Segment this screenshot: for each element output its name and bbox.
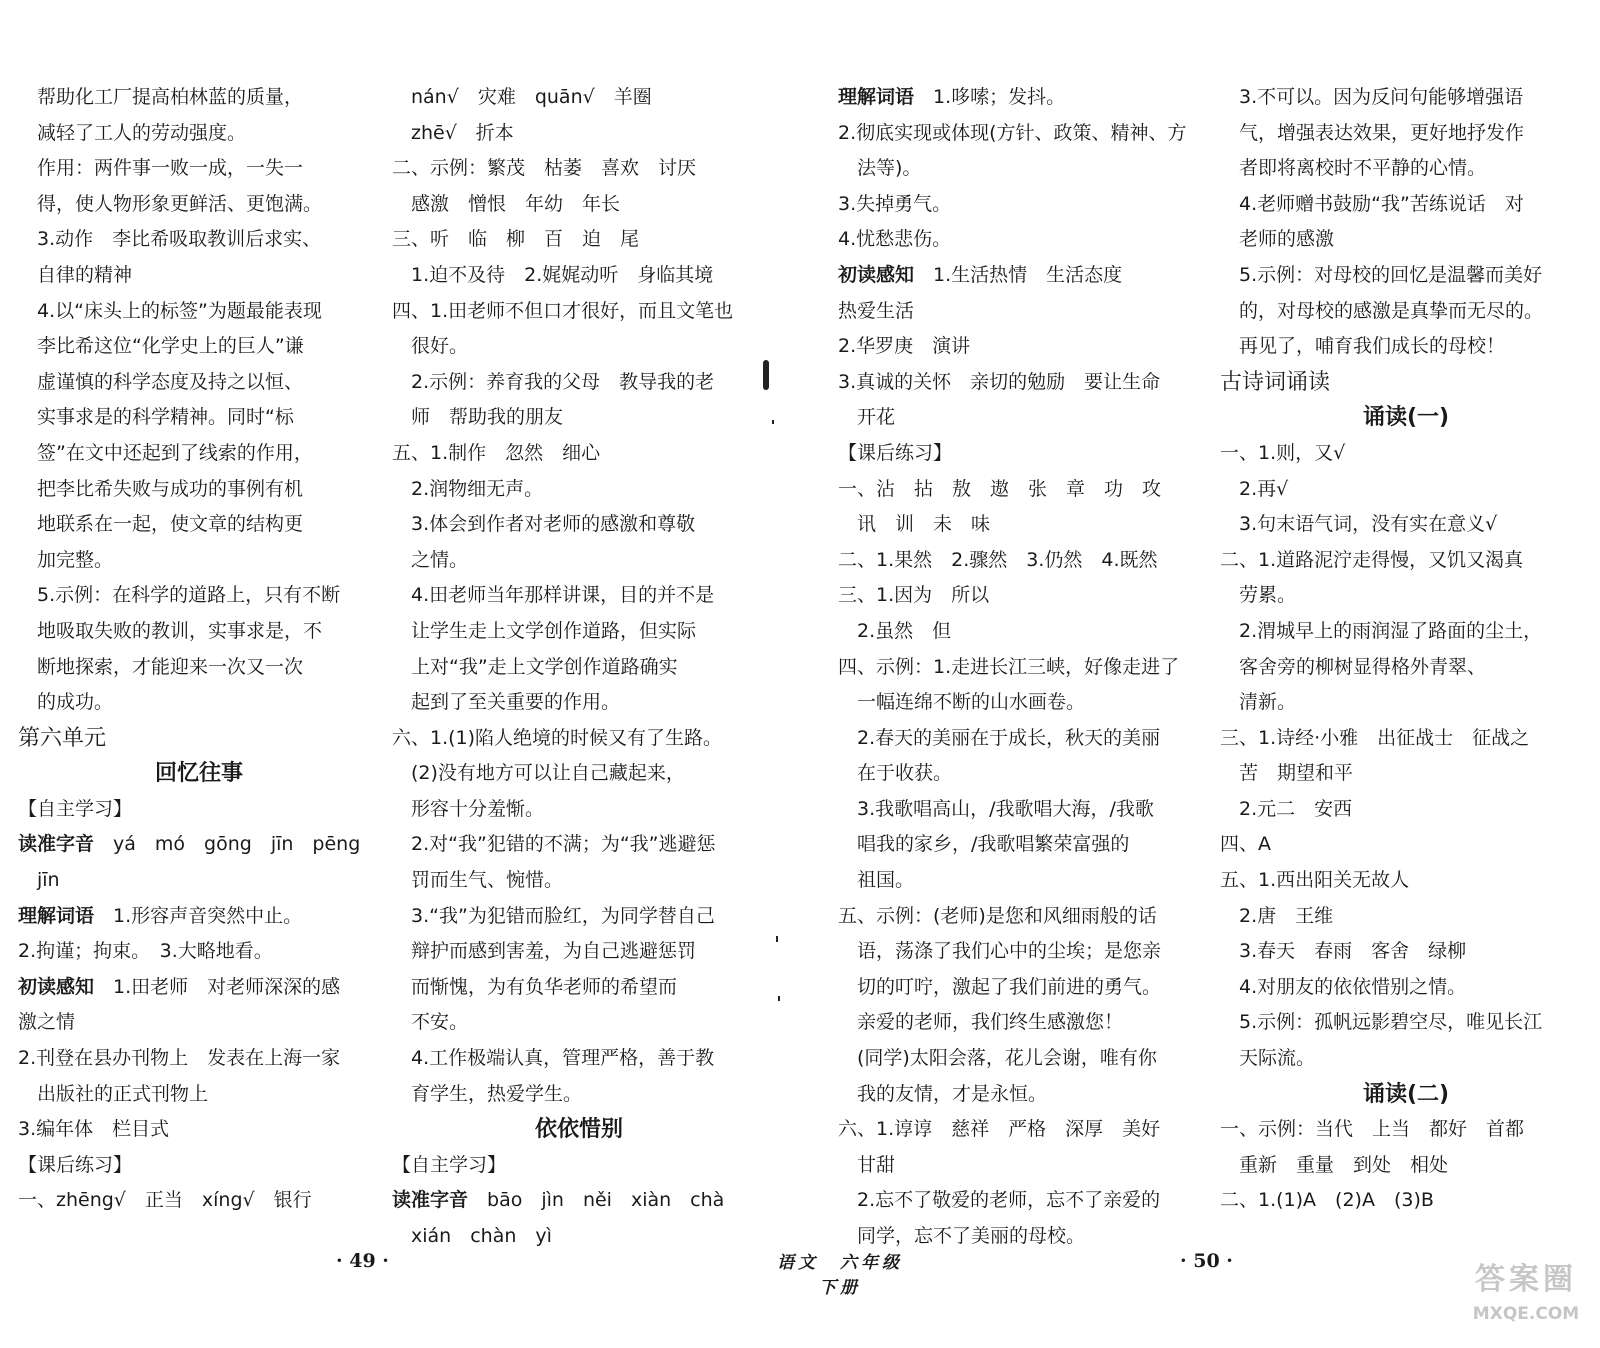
answer-line: 三、听 临 柳 百 迫 尾 <box>392 228 640 251</box>
answer-line: 清新。 <box>1220 691 1297 714</box>
answer-line: 2.唐 王维 <box>1220 904 1334 927</box>
answer-line: 2.润物细无声。 <box>392 477 544 500</box>
answer-line: 语，荡涤了我们心中的尘埃；是您亲 <box>838 940 1162 963</box>
answer-line <box>18 970 380 1006</box>
answer-line: 5.示例：孤帆远影碧空尽，唯见长江 <box>1220 1011 1543 1034</box>
item-label: 初读感知 <box>18 975 95 998</box>
answer-line: 育学生，热爱学生。 <box>392 1082 583 1105</box>
answer-line: 3.“我”为犯错而脸红，为同学替自己 <box>392 904 715 927</box>
answer-line: 2.渭城早上的雨润湿了路面的尘土， <box>1220 619 1543 642</box>
answer-line: 减轻了工人的劳动强度。 <box>18 121 247 144</box>
answer-line: 2.示例：养育我的父母 教导我的老 <box>392 370 715 393</box>
item-label: 初读感知 <box>838 263 915 286</box>
answer-line: 法等)。 <box>838 157 922 180</box>
page-number-left: · 49 · <box>336 1250 389 1272</box>
answer-line <box>838 258 1210 294</box>
answer-line: 2.虽然 但 <box>838 619 952 642</box>
answer-line: 之情。 <box>392 548 469 571</box>
answer-line: 客舍旁的柳树显得格外青翠、 <box>1220 655 1487 678</box>
answer-line: 2.忘不了敬爱的老师，忘不了亲爱的 <box>838 1189 1161 1212</box>
answer-line: 五、示例：(老师)是您和风细雨般的话 <box>838 904 1157 927</box>
answer-line: (2)没有地方可以让自己藏起来， <box>392 762 685 785</box>
section-title: 诵读(二) <box>1362 1081 1450 1107</box>
answer-line: 【自主学习】 <box>18 797 133 820</box>
answer-line: 师 帮助我的朋友 <box>392 406 564 429</box>
answer-line: 形容十分羞惭。 <box>392 797 545 820</box>
answer-line: 一、1.则，又√ <box>1220 441 1346 464</box>
answer-line <box>18 827 380 863</box>
answer-line: 李比希这位“化学史上的巨人”谦 <box>18 335 304 358</box>
watermark <box>1462 1258 1590 1342</box>
answer-line: 【自主学习】 <box>392 1153 507 1176</box>
answer-line: 3.动作 李比希吸取教训后求实、 <box>18 228 322 251</box>
answer-line: 3.真诚的关怀 亲切的勉励 要让生命 <box>838 370 1161 393</box>
answer-line: 让学生走上文学创作道路，但实际 <box>392 619 697 642</box>
unit-heading: 第六单元 <box>18 725 107 751</box>
answer-line: 帮助化工厂提高柏林蓝的质量， <box>18 86 304 108</box>
column-1 <box>18 80 380 1219</box>
answer-line: 热爱生活 <box>838 299 915 322</box>
scan-mark <box>772 420 774 424</box>
item-label: 理解词语 <box>838 86 915 108</box>
answer-line: 4.工作极端认真，管理严格，善于教 <box>392 1047 715 1070</box>
answer-line: 地吸取失败的教训，实事求是，不 <box>18 619 323 642</box>
answer-line: 一、示例：当代 上当 都好 首都 <box>1220 1118 1525 1141</box>
unit-heading: 古诗词诵读 <box>1220 369 1331 395</box>
item-text: 1.生活热情 生活态度 <box>914 263 1123 286</box>
answer-line: 2.彻底实现或体现(方针、政策、精神、方 <box>838 121 1187 144</box>
answer-line: 劳累。 <box>1220 584 1297 607</box>
answer-line: 3.我歌唱高山，/我歌唱大海，/我歌 <box>838 797 1154 820</box>
scan-mark <box>763 360 769 390</box>
answer-line: 把李比希失败与成功的事例有机 <box>18 477 304 500</box>
answer-line: 虚谨慎的科学态度及持之以恒、 <box>18 370 304 393</box>
answer-line: 3.体会到作者对老师的感激和尊敬 <box>392 513 696 536</box>
column-2 <box>392 80 766 1255</box>
section-title: 回忆往事 <box>154 761 243 787</box>
answer-line: 激之情 <box>18 1011 76 1034</box>
answer-line: 2.华罗庚 演讲 <box>838 335 971 358</box>
answer-line: 3.失掉勇气。 <box>838 192 952 215</box>
answer-line: nán√ 灾难 quān√ 羊圈 <box>392 86 652 108</box>
answer-line: 切的叮咛，激起了我们前进的勇气。 <box>838 975 1162 998</box>
item-label: 理解词语 <box>18 904 95 927</box>
answer-line: 二、1.(1)A (2)A (3)B <box>1220 1189 1434 1212</box>
answer-line <box>392 1183 766 1219</box>
answer-line: 三、1.因为 所以 <box>838 584 990 607</box>
answer-line: 者即将离校时不平静的心情。 <box>1220 157 1487 180</box>
answer-line: 作用：两件事一败一成，一失一 <box>18 157 304 180</box>
answer-line: 一、zhēng√ 正当 xíng√ 银行 <box>18 1189 312 1212</box>
scan-mark <box>778 996 780 1001</box>
answer-line: 在于收获。 <box>838 762 953 785</box>
answer-line: 4.以“床头上的标签”为题最能表现 <box>18 299 322 322</box>
item-text: bāo jìn něi xiàn chà <box>468 1189 725 1212</box>
scan-mark <box>776 936 778 942</box>
answer-line: 很好。 <box>392 335 469 358</box>
item-text: 1.田老师 对老师深深的感 <box>94 975 341 998</box>
answer-line: 得，使人物形象更鲜活、更饱满。 <box>18 192 323 215</box>
item-label: 读准字音 <box>18 833 95 856</box>
answer-line: 地联系在一起，使文章的结构更 <box>18 513 304 536</box>
answer-line <box>838 80 1210 116</box>
answer-line: 重新 重量 到处 相处 <box>1220 1153 1449 1176</box>
answer-line: 开花 <box>838 406 896 429</box>
item-text: 1.哆嗦；发抖。 <box>914 86 1066 108</box>
answer-line: 二、1.道路泥泞走得慢，又饥又渴真 <box>1220 548 1524 571</box>
answer-line: (同学)太阳会落，花儿会谢，唯有你 <box>838 1047 1157 1070</box>
column-4 <box>1220 80 1592 1219</box>
answer-line: 气，增强表达效果，更好地抒发作 <box>1220 121 1525 144</box>
answer-line: 3.句末语气词，没有实在意义√ <box>1220 513 1498 536</box>
answer-line: 五、1.西出阳关无故人 <box>1220 869 1410 892</box>
answer-line <box>18 899 380 935</box>
answer-line: 苦 期望和平 <box>1220 762 1354 785</box>
answer-line: 亲爱的老师，我们终生感激您！ <box>838 1011 1124 1034</box>
item-text: 1.形容声音突然中止。 <box>94 904 303 927</box>
answer-line: 4.对朋友的依依惜别之情。 <box>1220 975 1467 998</box>
answer-line: jīn <box>18 869 60 892</box>
answer-line: 同学，忘不了美丽的母校。 <box>838 1225 1086 1247</box>
answer-line: 一幅连绵不断的山水画卷。 <box>838 691 1086 714</box>
answer-line: 再见了，哺育我们成长的母校！ <box>1220 335 1506 358</box>
answer-line: 四、示例：1.走进长江三峡，好像走进了 <box>838 655 1180 678</box>
watermark-text: 答案圈 <box>1475 1262 1577 1297</box>
answer-line: 的，对母校的感激是真挚而无尽的。 <box>1220 299 1544 322</box>
answer-line: 加完整。 <box>18 548 114 571</box>
answer-line: 而惭愧，为有负华老师的希望而 <box>392 975 678 998</box>
answer-line: 实事求是的科学精神。同时“标 <box>18 406 294 429</box>
answer-line: 【课后练习】 <box>838 441 953 464</box>
answer-line: xián chàn yì <box>392 1225 552 1247</box>
watermark-url: MXQE.COM <box>1472 1304 1580 1324</box>
answer-line: 2.刊登在县办刊物上 发表在上海一家 <box>18 1047 341 1070</box>
answer-line: 3.春天 春雨 客舍 绿柳 <box>1220 940 1467 963</box>
answer-line: 甘甜 <box>838 1153 896 1176</box>
answer-line: 【课后练习】 <box>18 1153 133 1176</box>
answer-line: 六、1.(1)陷人绝境的时候又有了生路。 <box>392 726 723 749</box>
item-text: yá mó gōng jīn pēng <box>94 833 361 856</box>
answer-line: 讯 训 未 味 <box>838 513 991 536</box>
answer-line: 2.再√ <box>1220 477 1289 500</box>
answer-line: 的成功。 <box>18 691 114 714</box>
answer-line: 罚而生气、惋惜。 <box>392 869 564 892</box>
answer-line: 2.拘谨；拘束。 3.大略地看。 <box>18 940 273 963</box>
footer-title: 语文 六年级 下册 <box>777 1253 924 1298</box>
answer-line: 3.不可以。因为反问句能够增强语 <box>1220 86 1524 108</box>
answer-line: 2.对“我”犯错的不满；为“我”逃避惩 <box>392 833 716 856</box>
answer-line: 1.迫不及待 2.娓娓动听 身临其境 <box>392 263 714 286</box>
answer-line: 自律的精神 <box>18 263 133 286</box>
answer-line: 上对“我”走上文学创作道路确实 <box>392 655 678 678</box>
answer-line: 二、1.果然 2.骤然 3.仍然 4.既然 <box>838 548 1158 571</box>
answer-line: 感激 憎恨 年幼 年长 <box>392 192 621 215</box>
answer-line: zhē√ 折本 <box>392 121 514 144</box>
answer-line: 天际流。 <box>1220 1047 1316 1070</box>
answer-line: 出版社的正式刊物上 <box>18 1082 209 1105</box>
answer-line: 辩护而感到害羞，为自己逃避惩罚 <box>392 940 697 963</box>
column-3 <box>838 80 1210 1255</box>
answer-line: 4.田老师当年那样讲课，目的并不是 <box>392 584 715 607</box>
answer-line: 四、A <box>1220 833 1271 856</box>
answer-line: 我的友情，才是永恒。 <box>838 1082 1048 1105</box>
answer-line: 2.元二 安西 <box>1220 797 1353 820</box>
answer-line: 签”在文中还起到了线索的作用， <box>18 441 313 464</box>
answer-line: 三、1.诗经·小雅 出征战士 征战之 <box>1220 726 1530 749</box>
answer-line: 2.春天的美丽在于成长，秋天的美丽 <box>838 726 1161 749</box>
section-title: 依依惜别 <box>534 1117 623 1143</box>
answer-line: 3.编年体 栏目式 <box>18 1118 170 1141</box>
answer-line: 起到了至关重要的作用。 <box>392 691 621 714</box>
answer-line: 五、1.制作 忽然 细心 <box>392 441 601 464</box>
answer-line: 祖国。 <box>838 869 915 892</box>
answer-line: 5.示例：在科学的道路上，只有不断 <box>18 584 341 607</box>
answer-line: 5.示例：对母校的回忆是温馨而美好 <box>1220 263 1543 286</box>
answer-line: 唱我的家乡，/我歌唱繁荣富强的 <box>838 833 1130 856</box>
answer-line: 二、示例：繁茂 枯萎 喜欢 讨厌 <box>392 157 697 180</box>
answer-line: 不安。 <box>392 1011 469 1034</box>
answer-line: 一、沾 拈 敖 遨 张 章 功 攻 <box>838 477 1162 500</box>
answer-line: 断地探索，才能迎来一次又一次 <box>18 655 304 678</box>
page-number-right: · 50 · <box>1180 1250 1233 1272</box>
section-title: 诵读(一) <box>1362 405 1450 431</box>
item-label: 读准字音 <box>392 1189 469 1212</box>
answer-line: 4.忧愁悲伤。 <box>838 228 952 251</box>
answer-line: 四、1.田老师不但口才很好，而且文笔也 <box>392 299 734 322</box>
answer-line: 六、1.谆谆 慈祥 严格 深厚 美好 <box>838 1118 1161 1141</box>
answer-line: 4.老师赠书鼓励“我”苦练说话 对 <box>1220 192 1524 215</box>
answer-line: 老师的感激 <box>1220 228 1335 251</box>
